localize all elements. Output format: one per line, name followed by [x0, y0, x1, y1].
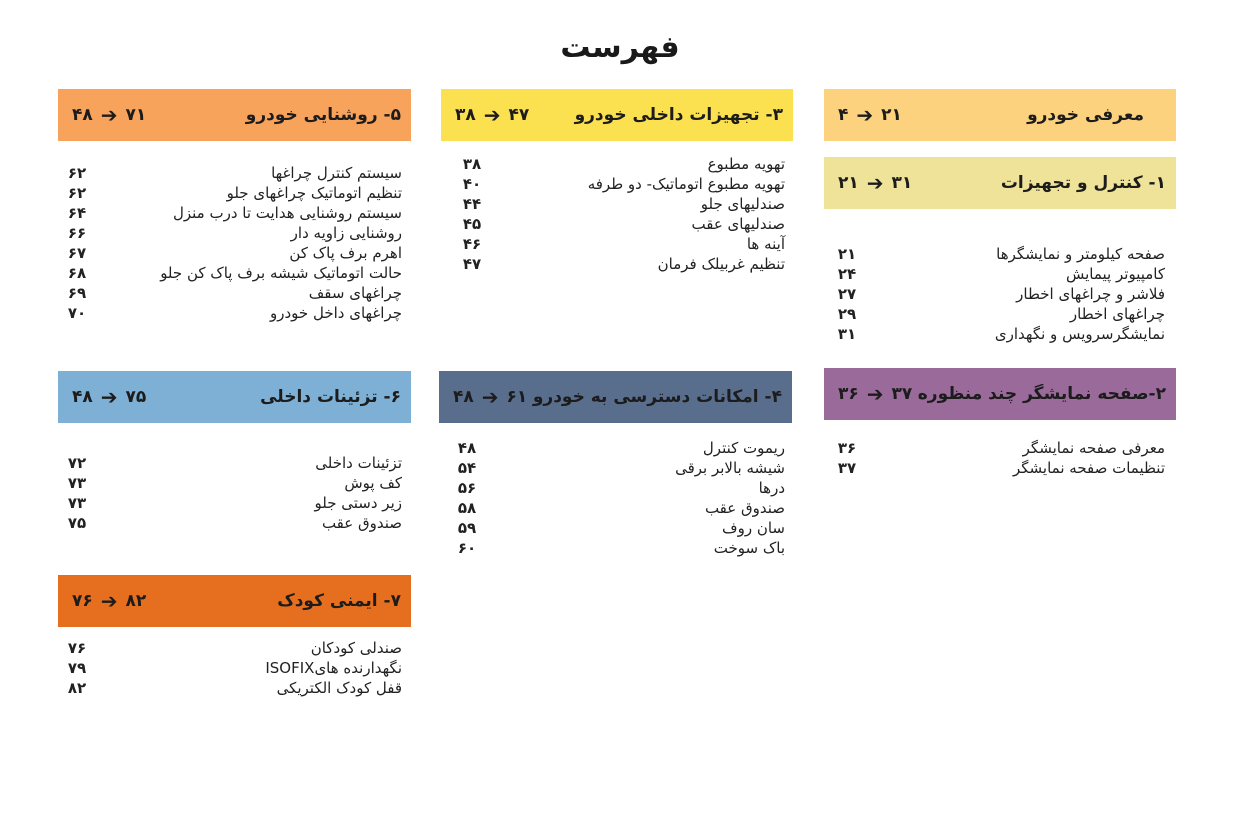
toc-entry[interactable]: [60, 513, 402, 533]
entry-title: باک سوخت: [713, 539, 785, 557]
entry-title: روشنایی زاویه دار: [290, 224, 402, 242]
section-list-4: [450, 438, 785, 558]
entry-page: ۴۰: [462, 175, 482, 193]
entry-title: نگهدارنده هایISOFIX: [265, 659, 402, 677]
range-end: ۷۵: [125, 387, 147, 407]
section-title: معرفی خودرو: [1027, 105, 1144, 125]
entry-page: ۶۴: [67, 204, 87, 222]
toc-entry[interactable]: [60, 203, 402, 223]
entry-page: ۲۴: [837, 265, 857, 283]
range-start: ۷۶: [72, 591, 93, 611]
section-list-3: [455, 154, 785, 274]
entry-title: صفحه کیلومتر و نمایشگرها: [996, 245, 1165, 263]
toc-entry[interactable]: [60, 303, 402, 323]
toc-entry[interactable]: [455, 154, 785, 174]
toc-entry[interactable]: [60, 678, 402, 698]
entry-page: ۷۳: [67, 494, 87, 512]
section-list-2: [830, 438, 1165, 478]
entry-title: صندوق عقب: [704, 499, 785, 517]
entry-title: تهویه مطبوع اتوماتیک- دو طرفه: [587, 175, 785, 193]
entry-page: ۷۶: [67, 639, 87, 657]
entry-title: فلاشر و چراغهای اخطار: [1016, 285, 1165, 303]
toc-entry[interactable]: [450, 518, 785, 538]
page-title: فهرست: [560, 30, 680, 65]
toc-entry[interactable]: [455, 234, 785, 254]
section-list-7: [60, 638, 402, 698]
section-title: ۴- امکانات دسترسی به خودرو: [532, 387, 782, 407]
entry-title: تزئینات داخلی: [315, 454, 402, 472]
section-header-intro[interactable]: [824, 89, 1176, 141]
toc-entry[interactable]: [830, 438, 1165, 458]
entry-page: ۸۲: [67, 679, 87, 697]
toc-entry[interactable]: [60, 183, 402, 203]
toc-entry[interactable]: [60, 263, 402, 283]
entry-title: تنظیمات صفحه نمایشگر: [1012, 459, 1165, 477]
toc-entry[interactable]: [455, 194, 785, 214]
entry-page: ۳۶: [837, 439, 857, 457]
entry-page: ۶۲: [67, 184, 87, 202]
toc-entry[interactable]: [60, 493, 402, 513]
toc-entry[interactable]: [60, 658, 402, 678]
entry-page: ۲۹: [837, 305, 857, 323]
entry-page: ۵۶: [457, 479, 477, 497]
entry-title: سیستم کنترل چراغها: [271, 164, 402, 182]
entry-title: تنظیم غربیلک فرمان: [657, 255, 785, 273]
entry-title: صندلیهای جلو: [700, 195, 785, 213]
toc-entry[interactable]: [60, 283, 402, 303]
toc-entry[interactable]: [830, 304, 1165, 324]
entry-title: تهویه مطبوع: [707, 155, 785, 173]
toc-entry[interactable]: [450, 538, 785, 558]
arrow-right-icon: ➔: [866, 171, 884, 195]
range-end: ۶۱: [506, 387, 528, 407]
page-range: [838, 171, 982, 195]
section-header-6[interactable]: [58, 371, 411, 423]
entry-page: ۳۸: [462, 155, 482, 173]
range-end: ۴۷: [508, 105, 530, 125]
entry-title: زیر دستی جلو: [314, 494, 402, 512]
section-title: ۲-صفحه نمایشگر چند منظوره: [917, 384, 1166, 404]
toc-entry[interactable]: [455, 174, 785, 194]
section-header-5[interactable]: [58, 89, 411, 141]
section-list-5: [60, 163, 402, 323]
entry-title: چراغهای داخل خودرو: [270, 304, 402, 322]
toc-entry[interactable]: [450, 458, 785, 478]
entry-page: ۷۳: [67, 474, 87, 492]
toc-entry[interactable]: [60, 163, 402, 183]
section-title: ۱- کنترل و تجهیزات: [1000, 173, 1166, 193]
page-range: [453, 385, 527, 409]
entry-page: ۵۹: [457, 519, 477, 537]
entry-page: ۶۰: [457, 539, 477, 557]
entry-title: سیستم روشنایی هدایت تا درب منزل: [172, 204, 402, 222]
entry-page: ۳۷: [837, 459, 857, 477]
range-start: ۴: [838, 105, 849, 125]
entry-title: صندوق عقب: [321, 514, 402, 532]
section-title: ۵- روشنایی خودرو: [245, 105, 401, 125]
toc-entry[interactable]: [450, 438, 785, 458]
toc-entry[interactable]: [455, 214, 785, 234]
toc-entry[interactable]: [60, 638, 402, 658]
arrow-right-icon: ➔: [100, 103, 118, 127]
range-end: ۷۱: [125, 105, 147, 125]
entry-page: ۵۸: [457, 499, 477, 517]
section-header-1[interactable]: [824, 157, 1176, 209]
section-header-4[interactable]: [439, 371, 792, 423]
range-end: ۸۲: [125, 591, 147, 611]
entry-page: ۲۱: [837, 245, 857, 263]
entry-title: حالت اتوماتیک شیشه برف پاک کن جلو: [160, 264, 402, 282]
entry-page: ۵۴: [457, 459, 477, 477]
entry-title: صندلی کودکان: [310, 639, 402, 657]
page-range: [72, 103, 216, 127]
entry-title: کف پوش: [344, 474, 402, 492]
toc-entry[interactable]: [830, 458, 1165, 478]
entry-title: سان روف: [722, 519, 785, 537]
entry-title: تنظیم اتوماتیک چراغهای جلو: [226, 184, 402, 202]
entry-page: ۷۹: [67, 659, 87, 677]
entry-title: معرفی صفحه نمایشگر: [1022, 439, 1165, 457]
entry-page: ۴۶: [462, 235, 482, 253]
section-header-7[interactable]: [58, 575, 411, 627]
entry-page: ۷۰: [67, 304, 87, 322]
page-range: [838, 103, 938, 127]
range-start: ۳۶: [838, 384, 859, 404]
entry-page: ۶۶: [67, 224, 87, 242]
entry-page: ۶۲: [67, 164, 87, 182]
toc-entry[interactable]: [830, 244, 1165, 264]
entry-title: آینه ها: [746, 235, 785, 253]
section-title: ۳- تجهیزات داخلی خودرو: [574, 105, 783, 125]
range-start: ۲۱: [838, 173, 859, 193]
arrow-right-icon: ➔: [483, 103, 501, 127]
entry-page: ۴۷: [462, 255, 482, 273]
entry-page: ۶۷: [67, 244, 87, 262]
entry-page: ۶۸: [67, 264, 87, 282]
range-end: ۳۷: [891, 384, 913, 404]
page-range: [72, 589, 216, 613]
entry-title: صندلیهای عقب: [691, 215, 785, 233]
section-title: ۷- ایمنی کودک: [277, 591, 401, 611]
section-header-2[interactable]: [824, 368, 1176, 420]
entry-page: ۴۸: [457, 439, 477, 457]
page-range: [72, 385, 216, 409]
range-start: ۴۸: [453, 387, 474, 407]
range-start: ۴۸: [72, 387, 93, 407]
entry-title: نمایشگرسرویس و نگهداری: [994, 325, 1165, 343]
range-end: ۳۱: [891, 173, 913, 193]
arrow-right-icon: ➔: [866, 382, 884, 406]
toc-entry[interactable]: [455, 254, 785, 274]
entry-title: قفل کودک الکتریکی: [276, 679, 402, 697]
arrow-right-icon: ➔: [856, 103, 874, 127]
entry-page: ۷۲: [67, 454, 87, 472]
arrow-right-icon: ➔: [100, 589, 118, 613]
toc-entry[interactable]: [830, 284, 1165, 304]
entry-page: ۳۱: [837, 325, 857, 343]
entry-title: کامپیوتر پیمایش: [1065, 265, 1165, 283]
entry-title: چراغهای سقف: [308, 284, 402, 302]
entry-title: اهرم برف پاک کن: [289, 244, 402, 262]
entry-page: ۴۵: [462, 215, 482, 233]
entry-page: ۶۹: [67, 284, 87, 302]
toc-entry[interactable]: [830, 324, 1165, 344]
toc-entry[interactable]: [60, 453, 402, 473]
entry-title: چراغهای اخطار: [1069, 305, 1165, 323]
toc-entry[interactable]: [60, 243, 402, 263]
section-title: ۶- تزئینات داخلی: [260, 387, 401, 407]
entry-page: ۴۴: [462, 195, 482, 213]
toc-entry[interactable]: [830, 264, 1165, 284]
section-header-3[interactable]: [441, 89, 793, 141]
entry-page: ۷۵: [67, 514, 87, 532]
page-range: [455, 103, 529, 127]
arrow-right-icon: ➔: [481, 385, 499, 409]
section-list-6: [60, 453, 402, 533]
arrow-right-icon: ➔: [100, 385, 118, 409]
entry-title: درها: [758, 479, 785, 497]
entry-title: شیشه بالابر برقی: [675, 459, 785, 477]
entry-title: ریموت کنترل: [702, 439, 785, 457]
toc-entry[interactable]: [60, 223, 402, 243]
toc-entry[interactable]: [60, 473, 402, 493]
entry-page: ۲۷: [837, 285, 857, 303]
section-list-1: [830, 244, 1165, 344]
range-start: ۴۸: [72, 105, 93, 125]
toc-entry[interactable]: [450, 498, 785, 518]
range-end: ۲۱: [881, 105, 902, 125]
range-start: ۳۸: [455, 105, 476, 125]
page-range: [838, 382, 912, 406]
toc-entry[interactable]: [450, 478, 785, 498]
